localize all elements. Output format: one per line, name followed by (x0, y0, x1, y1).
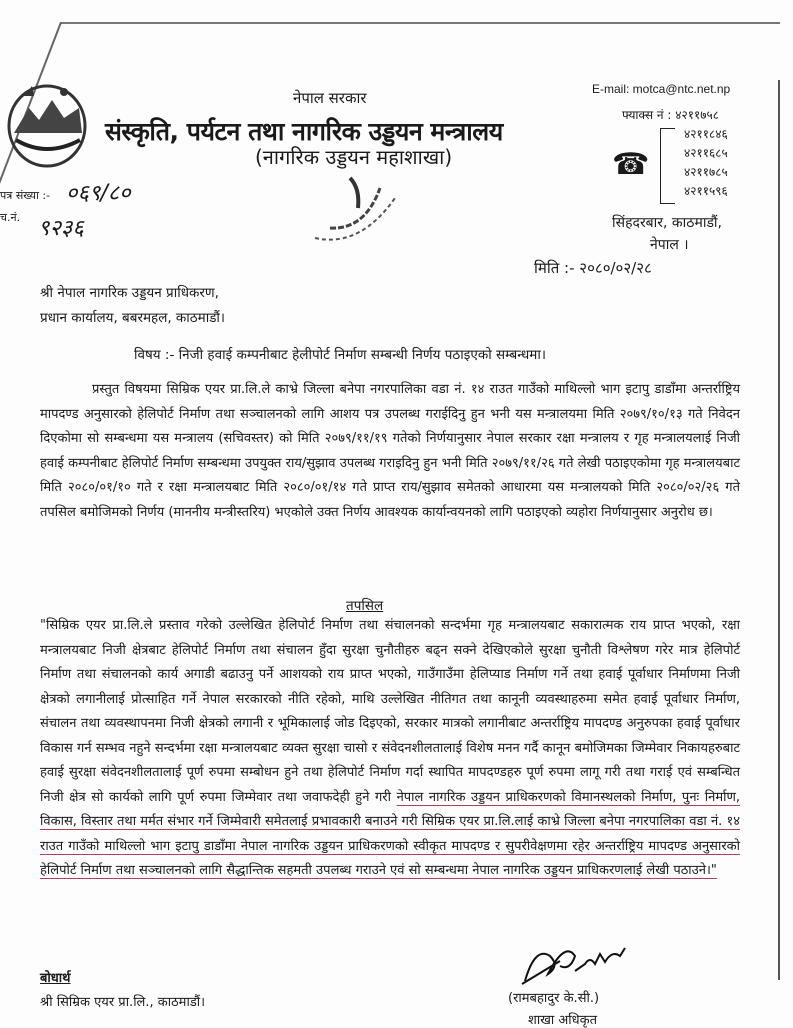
body-paragraph: प्रस्तुत विषयमा सिम्रिक एयर प्रा.लि.ले काभ्रे जिल्ला बनेपा नगरपालिका वडा नं. १४ राउत गाउँको माथिल्लो भाग इटापु डाडाँमा अन्तर्राष्ट्रिय मापदण्ड अनुसारको हेलिपोर्ट निर्माण तथा सञ्चालनको लागि आशय पत्र उपलब्ध गराईदिनु हुन भनी यस मन्त्रालयमा मिति २०७९/१०/१३ गते निवेदन दिएकोमा सो सम्बन्धमा यस मन्त्रालय (सचिवस्तर) को मिति २०७९/११/१९ गतेको निर्णयानुसार नेपाल सरकार रक्षा मन्त्रालय र गृह मन्त्रालयलाई निजी हवाई कम्पनीबाट हेलिपोर्ट निर्माण सम्बन्धमा उपयुक्त राय/सुझाव उपलब्ध गराइदिनु हुन भनी मिति २०७९/११/२६ गते लेखी पठाइएकोमा गृह मन्त्रालयबाट मिति २०८०/०१/१० गते र रक्षा मन्त्रालयबाट मिति २०८०/०१/१४ गते प्राप्त राय/सुझाव समेतको आधारमा यस मन्त्रालयको मिति २०८०/०२/२६ गते तपसिल बमोजिमको निर्णय (माननीय मन्त्रीस्तरिय) भएकोले उक्त निर्णय आवश्यक कार्यान्वयनको लागि पठाइएको व्यहोरा निर्णयानुसार अनुरोध छ। (40, 382, 740, 520)
subject-line: विषय :- निजी हवाई कम्पनीबाट हेलीपोर्ट निर्माण सम्बन्धी निर्णय पठाइएको सम्बन्धमा। (134, 347, 546, 363)
fax-number: फ्याक्स नं : ४२११७५८ (622, 108, 719, 122)
phone-number: ४२११६८५ (684, 146, 728, 160)
ministry-name: संस्कृति, पर्यटन तथा नागरिक उड्डयन मन्त्रालय (105, 117, 503, 146)
address-line-2: नेपाल । (650, 237, 689, 253)
phone-bracket (660, 128, 675, 204)
phone-number: ४२११५९६ (684, 184, 728, 198)
signatory-title: शाखा अधिकृत (528, 1013, 598, 1028)
annex-quote (40, 614, 740, 884)
recipient-line-1: श्री नेपाल नागरिक उड्डयन प्राधिकरण, (40, 285, 219, 301)
letter-number-value: ०६९/८० (66, 181, 131, 206)
annex-quote-part-2-underlined: नेपाल नागरिक उड्डयन प्राधिकरणको विमानस्थलको निर्माण, पुनः निर्माण, विकास, विस्तार तथा मर्मत संभार गर्ने जिम्मेवारी समेतलाई प्रभावकारी बनाउने गरी सिम्रिक एयर प्रा.लि.लाई काभ्रे जिल्ला बनेपा नगरपालिका वडा नं. १४ राउत गाउँको माथिल्लो भाग इटापु डाडाँमा नेपाल नागरिक उड्डयन प्राधिकरणको स्वीकृत मापदण्ड र सुपरीवेक्षणमा रहेर अन्तर्राष्ट्रिय मापदण्ड अनुसारको हेलिपोर्ट निर्माण तथा सञ्चालनको लागि सैद्धान्तिक सहमती उपलब्ध गराउने एवं सो सम्बन्धमा नेपाल नागरिक उड्डयन प्राधिकरणलाई लेखी पठाउने।" (40, 789, 740, 878)
dispatch-number-label: च.नं. (0, 211, 21, 224)
dispatch-number-value: ९२३६ (38, 216, 84, 241)
address-line-1: सिंहदरबार, काठमाडौं, (612, 215, 723, 231)
email-address[interactable]: E-mail: motca@ntc.net.np (592, 82, 731, 96)
office-stamp (300, 168, 410, 248)
phone-number: ४२११८४६ (684, 127, 728, 141)
department-name: (नागरिक उड्डयन महाशाखा) (255, 145, 453, 169)
signatory-name: (रामबहादुर के.सी.) (508, 991, 600, 1006)
letterhead-border-top (60, 22, 780, 24)
phone-list (684, 125, 728, 201)
letter-date: मिति :- २०८०/०२/२८ (534, 259, 652, 277)
letter-number-label: पत्र संख्या :- (0, 189, 51, 202)
annex-quote-part-1: "सिम्रिक एयर प्रा.लि.ले प्रस्ताव गरेको उल्लेखित हेलिपोर्ट निर्माण तथा संचालनको सन्दर्भमा गृह मन्त्रालयबाट सकारात्मक राय प्राप्त भएको, रक्षा मन्त्रालयबाट निजी क्षेत्रबाट हेलिपोर्ट निर्माण तथा संचालन हुँदा सुरक्षा चुनौतीहरु बढ्न सक्ने देखिएकोले सुरक्षा चुनौती विश्लेषण गरेर मात्र हेलिपोर्ट निर्माण तथा संचालनको कार्य अगाडी बढाउनु पर्ने आशयको राय प्राप्त भएको, गाउँगाउँमा हेलिप्याड निर्माण गर्ने तथा हवाई पूर्वाधार निर्माणमा निजी क्षेत्रको लगानीलाई प्रोत्साहित गर्ने नेपाल सरकारको नीति रहेको, माथि उल्लेखित नीतिगत तथा कानूनी व्यवस्थाहरुमा समेत हवाई पूर्वाधार निर्माण, संचालन तथा व्यवस्थापनमा निजी क्षेत्रको लगानी र भूमिकालाई जोड दिइएको, सरकार मात्रको लगानीबाट अन्तर्राष्ट्रिय मापदण्ड अनुरुपका हवाई पूर्वाधार विकास गर्न सम्भव नहुने सन्दर्भमा रक्षा मन्त्रालयबाट व्यक्त सुरक्षा चासो र संवेदनशीलतालाई विशेष मनन गर्दै कानून बमोजिमका जिम्मेवार निकायहरुबाट हवाई सुरक्षा संवेदनशीलतालाई पूर्ण रुपमा सम्बोधन हुने तथा हेलिपोर्ट निर्माण गर्दा स्थापित मापदण्डहरु पूर्ण रुपमा लागू गरी तथा गराई एवं सम्बन्धित निजी क्षेत्र सो कार्यको लागि पूर्ण रुपमा जिम्मेवार तथा जवाफदेही हुने गरी (40, 618, 740, 805)
phone-number: ४२११७८५ (684, 165, 728, 179)
government-name: नेपाल सरकार (293, 89, 367, 107)
page-edge-line (778, 80, 780, 980)
cc-heading: बोधार्थ (40, 971, 71, 986)
recipient-line-2: प्रधान कार्यालय, बबरमहल, काठमाडौं। (40, 310, 226, 326)
cc-recipient: श्री सिम्रिक एयर प्रा.लि., काठमाडौं। (40, 995, 206, 1010)
annex-heading: तपसिल (346, 598, 384, 614)
telephone-icon: ☎ (612, 147, 650, 182)
handwritten-signature (520, 936, 630, 986)
nepal-emblem-icon (4, 78, 90, 170)
